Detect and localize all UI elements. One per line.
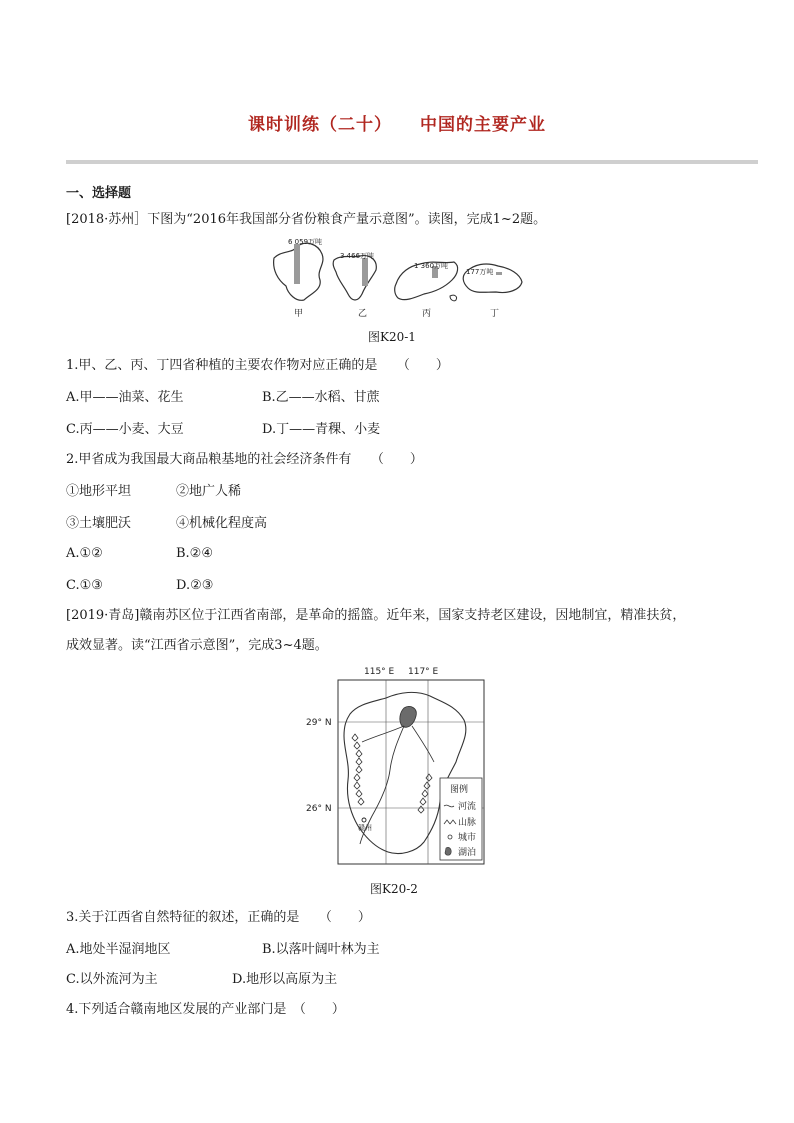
mountain-range-west [352,734,364,805]
q2-statement-4: ④机械化程度高 [176,516,268,531]
q3-option-a[interactable]: A.地处半湿润地区 [66,942,171,957]
title-divider [66,160,758,164]
intro-1: [2018·苏州］下图为“2016年我国部分省份粮食产量示意图”。读图，完成1~2题。 [66,212,547,227]
q1-stem: 1.甲、乙、丙、丁四省种植的主要农作物对应正确的是 （ ） [66,358,449,373]
river-branch-2 [412,726,434,762]
q2-statement-1: ①地形平坦 [66,484,132,499]
value-yi: 3 466万吨 [340,252,375,260]
legend-title: 图例 [450,785,469,795]
bar-jia [294,244,300,284]
legend-city-label: 城市 [458,833,477,843]
city-marker-ganzhou [362,818,366,822]
value-jia: 6 059万吨 [288,238,323,246]
label-ding: 丁 [490,309,500,319]
figure-1-caption: 图K20-1 [368,330,416,344]
bar-ding [496,272,502,275]
page-title-part1: 课时训练（二十） [248,115,392,135]
legend-mountain-label: 山脉 [458,818,477,828]
lon-label-117: 117° E [408,667,439,677]
q2-option-a[interactable]: A.①② [66,546,103,561]
value-ding: 177万吨 [466,268,494,276]
section-heading: 一、选择题 [66,186,132,201]
q1-option-d[interactable]: D.丁——青稞、小麦 [262,422,381,437]
q1-option-b[interactable]: B.乙——水稻、甘蔗 [262,390,380,405]
q1-option-c[interactable]: C.丙——小麦、大豆 [66,422,184,437]
river-branch-1 [362,726,404,742]
province-yi-outline [333,256,376,300]
lon-label-115: 115° E [364,667,395,677]
page-title-part2: 中国的主要产业 [420,115,546,135]
page-title [0,110,794,135]
q2-statement-3: ③土壤肥沃 [66,516,132,531]
q1-option-a[interactable]: A.甲——油菜、花生 [66,390,184,405]
province-bing-island [450,295,457,301]
label-bing: 丙 [422,309,432,319]
city-label-ganzhou: 赣州 [358,824,372,832]
label-yi: 乙 [358,309,368,319]
q3-option-d[interactable]: D.地形以高原为主 [232,972,338,987]
figure-2-caption: 图K20-2 [370,882,418,896]
legend-lake-label: 湖泊 [458,848,477,858]
q3-option-c[interactable]: C.以外流河为主 [66,972,158,987]
q2-stem: 2.甲省成为我国最大商品粮基地的社会经济条件有 （ ） [66,452,423,467]
intro-2-line-1: [2019·青岛]赣南苏区位于江西省南部，是革命的摇篮。近年来，国家支持老区建设，因地制宜，精准扶贫， [66,608,686,623]
q2-option-b[interactable]: B.②④ [176,546,213,561]
lat-label-29: 29° N [306,718,332,728]
poyang-lake [400,706,416,727]
bar-yi [362,258,368,286]
q2-option-d[interactable]: D.②③ [176,578,214,593]
legend-lake-icon [445,847,451,855]
figure-k20-2-map [300,662,490,868]
q4-stem: 4.下列适合赣南地区发展的产业部门是 （ ） [66,1002,345,1017]
legend-river-label: 河流 [458,802,477,812]
q2-option-c[interactable]: C.①③ [66,578,103,593]
value-bing: 1 360万吨 [414,262,449,270]
lat-label-26: 26° N [306,804,332,814]
q3-option-b[interactable]: B.以落叶阔叶林为主 [262,942,380,957]
q2-statement-2: ②地广人稀 [176,484,242,499]
figure-k20-1-map [268,236,528,320]
mountain-range-east [418,774,432,813]
label-jia: 甲 [294,309,304,319]
q3-stem: 3.关于江西省自然特征的叙述，正确的是 （ ） [66,910,371,925]
intro-2-line-2: 成效显著。读“江西省示意图”，完成3~4题。 [66,638,328,653]
